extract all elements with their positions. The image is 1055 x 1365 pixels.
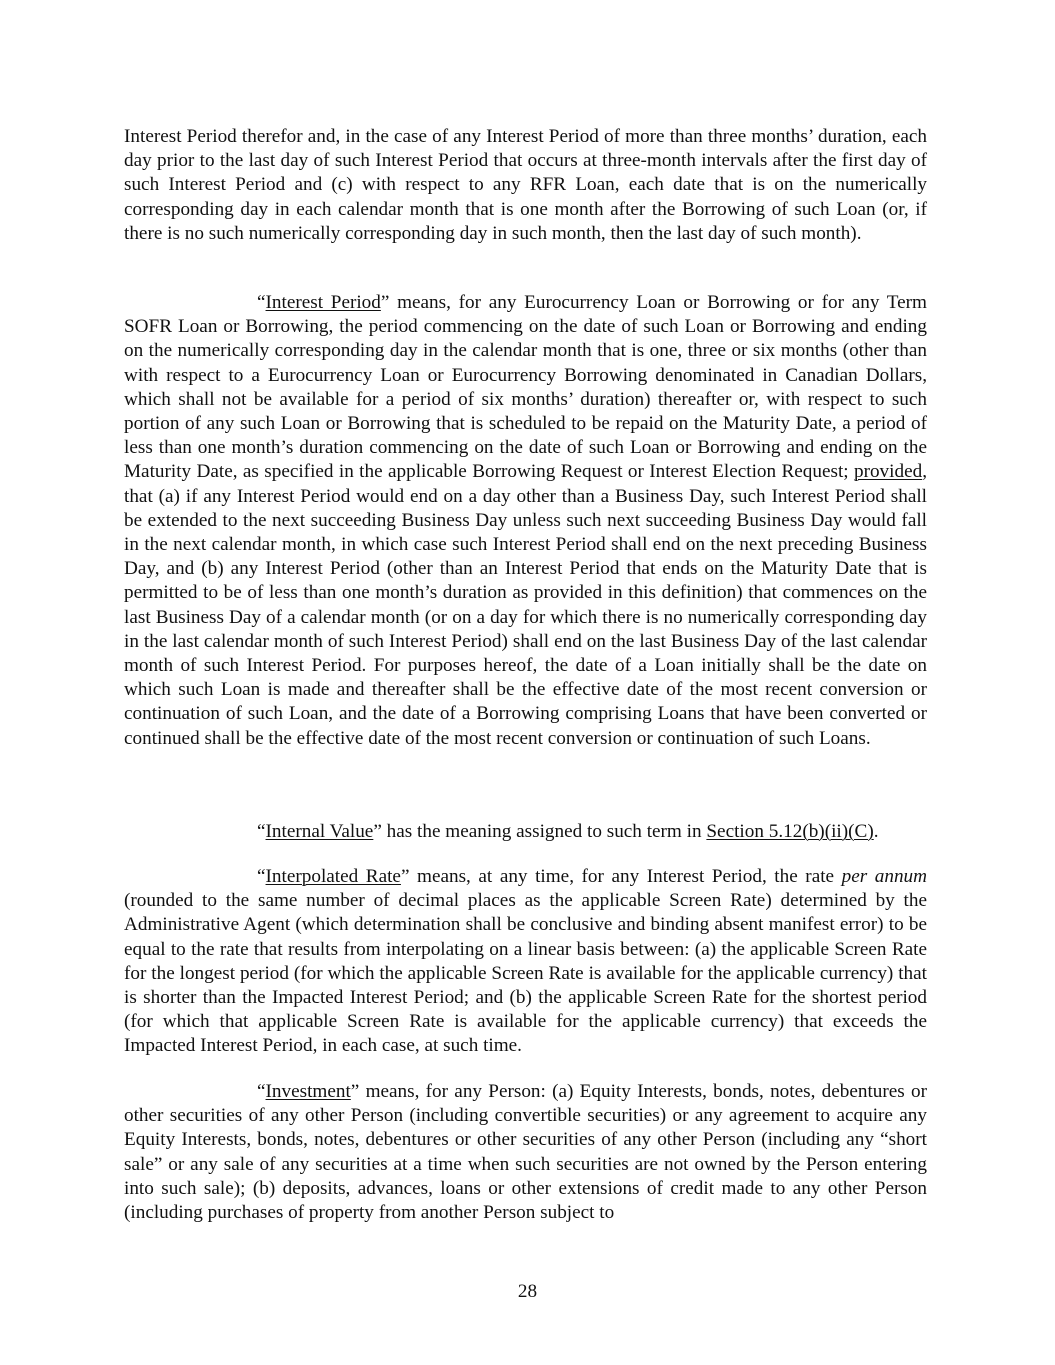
definition-text-continued: , that (a) if any Interest Period would end on a day other than a Business Day, such Interest Period shall be extended to the next succeeding Business Day unless such next succeeding Business Day would fall in the next calendar month, in which case such Interest Period shall end on the next preceding Business Day, and (b) any Interest Period (other than an Interest Period that ends on the Maturity Date that is permitted to be of less than one month’s duration as provided in this definition) that commences on the last Business Day of a calendar month (or on a day for which there is no numerically corresponding day in the last calendar month of such Interest Period) shall end on the last Business Day of the last calendar month of such Interest Period. For purposes hereof, the date of a Loan initially shall be the date on which such Loan is made and thereafter shall be the effective date of the most recent conversion or continuation of such Loan, and the date of a Borrowing comprising Loans that have been converted or continued shall be the effective date of the most recent conversion or continuation of such Loans. xyxy=(124,461,927,749)
open-quote: “ xyxy=(257,821,266,842)
section-reference: Section 5.12(b)(ii)(C) xyxy=(706,821,874,842)
paragraph-body xyxy=(124,291,927,751)
defined-term-interest-period: Interest Period xyxy=(265,292,381,313)
paragraph-body xyxy=(124,865,927,1059)
paragraph-interpolated-rate-definition xyxy=(124,865,927,1059)
open-quote: “ xyxy=(257,292,266,313)
paragraph-text: Interest Period therefor and, in the case of any Interest Period of more than three months’ duration, each day prior to the last day of such Interest Period that occurs at three-month intervals after the first day of such Interest Period and (c) with respect to any RFR Loan, each date that is on the numerically corresponding day in each calendar month that is one month after the Borrowing of such Loan (or, if there is no such numerically corresponding day in such month, then the last day of such month). xyxy=(124,126,927,244)
open-quote: “ xyxy=(257,1081,266,1102)
definition-text: ” means, for any Eurocurrency Loan or Borrowing or for any Term SOFR Loan or Borrowing, the period commencing on the date of such Loan or Borrowing and ending on the numerically corresponding day in the calendar month that is one, three or six months (other than with respect to a Eurocurrency Loan or Eurocurrency Borrowing denominated in Canadian Dollars, which shall not be available for a period of six months’ duration) thereafter or, with respect to such portion of any such Loan or Borrowing that is scheduled to be repaid on the Maturity Date, a period of less than one month’s duration commencing on the date of such Loan or Borrowing and ending on the Maturity Date, as specified in the applicable Borrowing Request or Interest Election Request; xyxy=(124,292,927,483)
defined-term-internal-value: Internal Value xyxy=(265,821,374,842)
open-quote: “ xyxy=(257,866,266,887)
definition-text-end: . xyxy=(873,821,879,842)
defined-term-investment: Investment xyxy=(265,1081,351,1102)
paragraph-body xyxy=(124,1080,927,1225)
defined-term-interpolated-rate: Interpolated Rate xyxy=(265,866,401,887)
definition-text: ” means, at any time, for any Interest Period, the rate xyxy=(400,866,842,887)
definition-text-continued: (rounded to the same number of decimal places as the applicable Screen Rate) determined by the Administrative Agent (which determination shall be conclusive and binding absent manifest error) to be equal to the rate that results from interpolating on a linear basis between: (a) the applicable Screen Rate for the longest period (for which the applicable Screen Rate is available for the applicable currency) that is shorter than the Impacted Interest Period; and (b) the applicable Screen Rate for the shortest period (for which that applicable Screen Rate is available for the applicable currency) that exceeds the Impacted Interest Period, in each case, at such time. xyxy=(124,890,927,1057)
paragraph-interest-payment-date-continued xyxy=(124,125,927,246)
paragraph-investment-definition xyxy=(124,1080,927,1225)
page-number: 28 xyxy=(517,1281,538,1302)
paragraph-interest-period-definition xyxy=(124,291,927,751)
paragraph-internal-value-definition xyxy=(124,820,927,844)
definition-text: ” means, for any Person: (a) Equity Interests, bonds, notes, debentures or other securities of any other Person (including convertible securities) or any agreement to acquire any Equity Interests, bonds, notes, debentures or other securities of any other Person (including any “short sale” or any sale of any securities at a time when such securities are not owned by the Person entering into such sale); (b) deposits, advances, loans or other extensions of credit made to any other Person (including purchases of property from another Person subject to xyxy=(124,1081,927,1224)
paragraph-body xyxy=(124,820,927,844)
italic-per-annum: per annum xyxy=(841,866,927,887)
provided-keyword: provided xyxy=(853,461,923,483)
definition-text: ” has the meaning assigned to such term in xyxy=(373,821,707,842)
